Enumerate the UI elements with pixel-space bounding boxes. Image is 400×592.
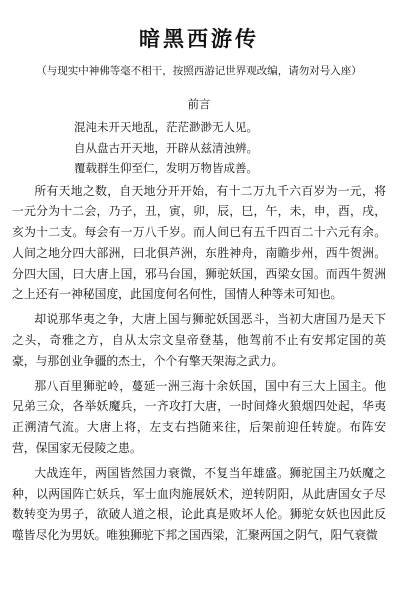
document-body <box>12 181 386 547</box>
document-subtitle: （与现实中神佛等毫不相干，按照西游记世界观改编，请勿对号入座） <box>36 65 362 77</box>
document-page <box>0 26 400 592</box>
verse-line: 混沌未开天地乱，茫茫渺渺无人见。 <box>74 120 258 134</box>
verse-line: 覆载群生仰至仁，发明万物皆成善。 <box>74 161 258 175</box>
body-paragraph: 大战连年，两国皆然国力衰微，不复当年雄盛。狮驼国主乃妖魔之种，以两国阵亡妖兵，军士血肉施展妖术，逆转阴阳，从此唐国女子尽数转变为男子，欲破人道之根，论此真是败坏人伦。狮驼女妖也因此反噬皆尽化为男妖。唯独狮驼下邦之国西梁，汇聚两国之阴气，阳气衰微 <box>12 465 386 543</box>
body-paragraph: 所有天地之数，自天地分开开始，有十二万九千六百岁为一元，将一元分为十二会，乃子，丑，寅，卯，辰，巳，午，未，申，酉，戌，亥为十二支。每会有一万八千岁。而人间已有五千四百二十六元有余。人间之地分四大部洲，曰北俱芦洲，东胜神舟，南瞻步州，西牛贺洲。分四大国，曰大唐上国，邪马台国，狮驼妖国，西梁女国。而西牛贺洲之上还有一神秘国度，此国度何名何性，国情人种等未可知也。 <box>12 183 386 302</box>
body-paragraph: 那八百里狮驼岭，蔓延一洲三海十余妖国，国中有三大上国主。他兄弟三众，各举妖魔兵，一齐攻打大唐，一时间烽火狼烟四处起，华夷正溯清气流。大唐上将，左支右挡随来往，后架前迎任转旋。布阵安营，保国家无侵陵之患。 <box>12 378 386 456</box>
body-paragraph: 却说那华夷之争，大唐上国与狮驼妖国恶斗，当初大唐国乃是天下之头，奇雅之方，自从太宗文皇帝登基，他驾前不止有安邦定国的英豪，与那创业争疆的杰士，个个有擎天架海之武力。 <box>12 312 386 368</box>
preface-heading: 前言 <box>187 97 211 111</box>
opening-verse <box>12 117 386 179</box>
verse-line: 自从盘古开天地，开辟从兹清浊辨。 <box>74 140 258 155</box>
document-title: 暗黑西游传 <box>139 26 259 51</box>
